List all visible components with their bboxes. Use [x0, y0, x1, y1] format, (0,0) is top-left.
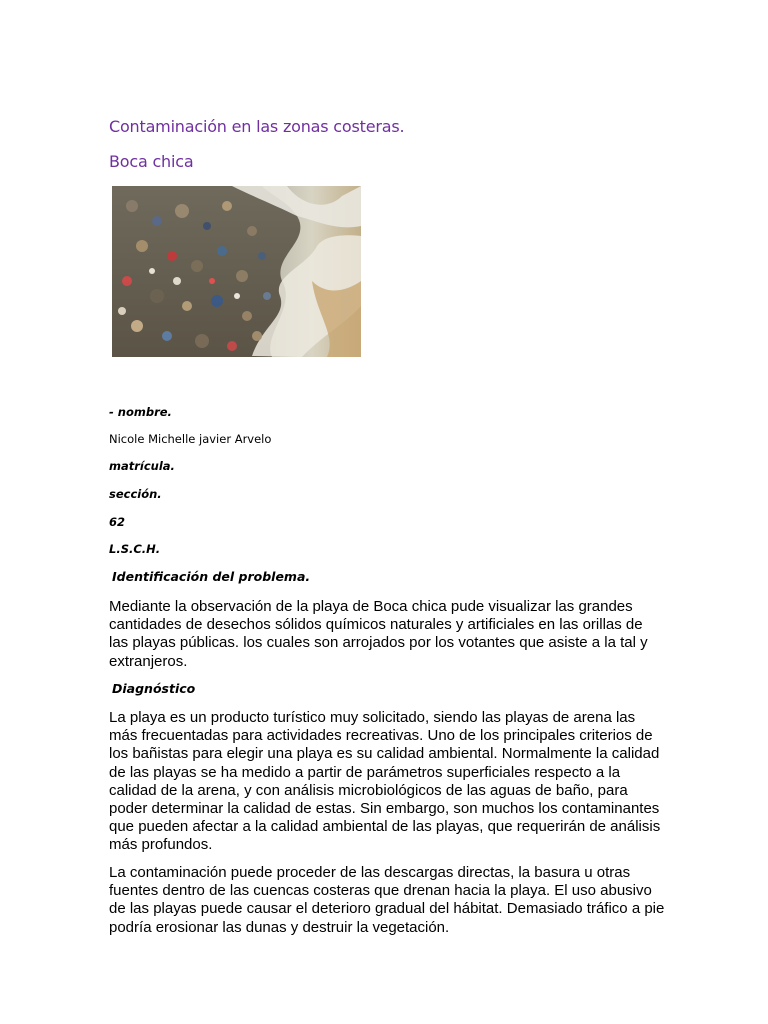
diagnostico-heading: Diagnóstico [112, 681, 196, 696]
diagnostico-paragraph-1: La playa es un producto turístico muy solicitado, siendo las playas de arena las más frecuentadas para actividades recreativas. Uno de los principales criterios de los bañistas para elegir una playa es su calidad ambiental. Normalmente la calidad de las playas se ha medido a partir de parámetros superficiales respecto a la calidad de la arena, y con análisis microbiológicos de las aguas de baño, para poder determinar la calidad de estas. Sin embargo, son muchos los contaminantes que pueden afectar a la calidad ambiental de las playas, que requerirán de análisis más profundos. [109, 709, 661, 854]
nombre-value: Nicole Michelle javier Arvelo [109, 432, 272, 446]
seccion-label: sección. [109, 487, 162, 501]
nombre-label: - nombre. [109, 405, 172, 419]
identificacion-heading: Identificación del problema. [112, 569, 311, 584]
identificacion-paragraph: Mediante la observación de la playa de Boca chica pude visualizar las grandes cantidades de desechos sólidos químicos naturales y artificiales en las orillas de las playas públicas. los cuales son arrojados por los votantes que asiste a la tal y extranjeros. [109, 598, 648, 670]
document-title: Contaminación en las zonas costeras. [109, 117, 405, 136]
beach-pollution-photo [112, 186, 361, 357]
document-subtitle: Boca chica [109, 152, 194, 171]
seccion-value: 62 [109, 515, 126, 529]
materia-value: L.S.C.H. [109, 542, 161, 556]
diagnostico-paragraph-2: La contaminación puede proceder de las descargas directas, la basura u otras fuentes dentro de las cuencas costeras que drenan hacia la playa. El uso abusivo de las playas puede causar el deterioro gradual del hábitat. Demasiado tráfico a pie podría erosionar las dunas y destruir la vegetación. [109, 864, 665, 936]
matricula-label: matrícula. [109, 459, 175, 473]
